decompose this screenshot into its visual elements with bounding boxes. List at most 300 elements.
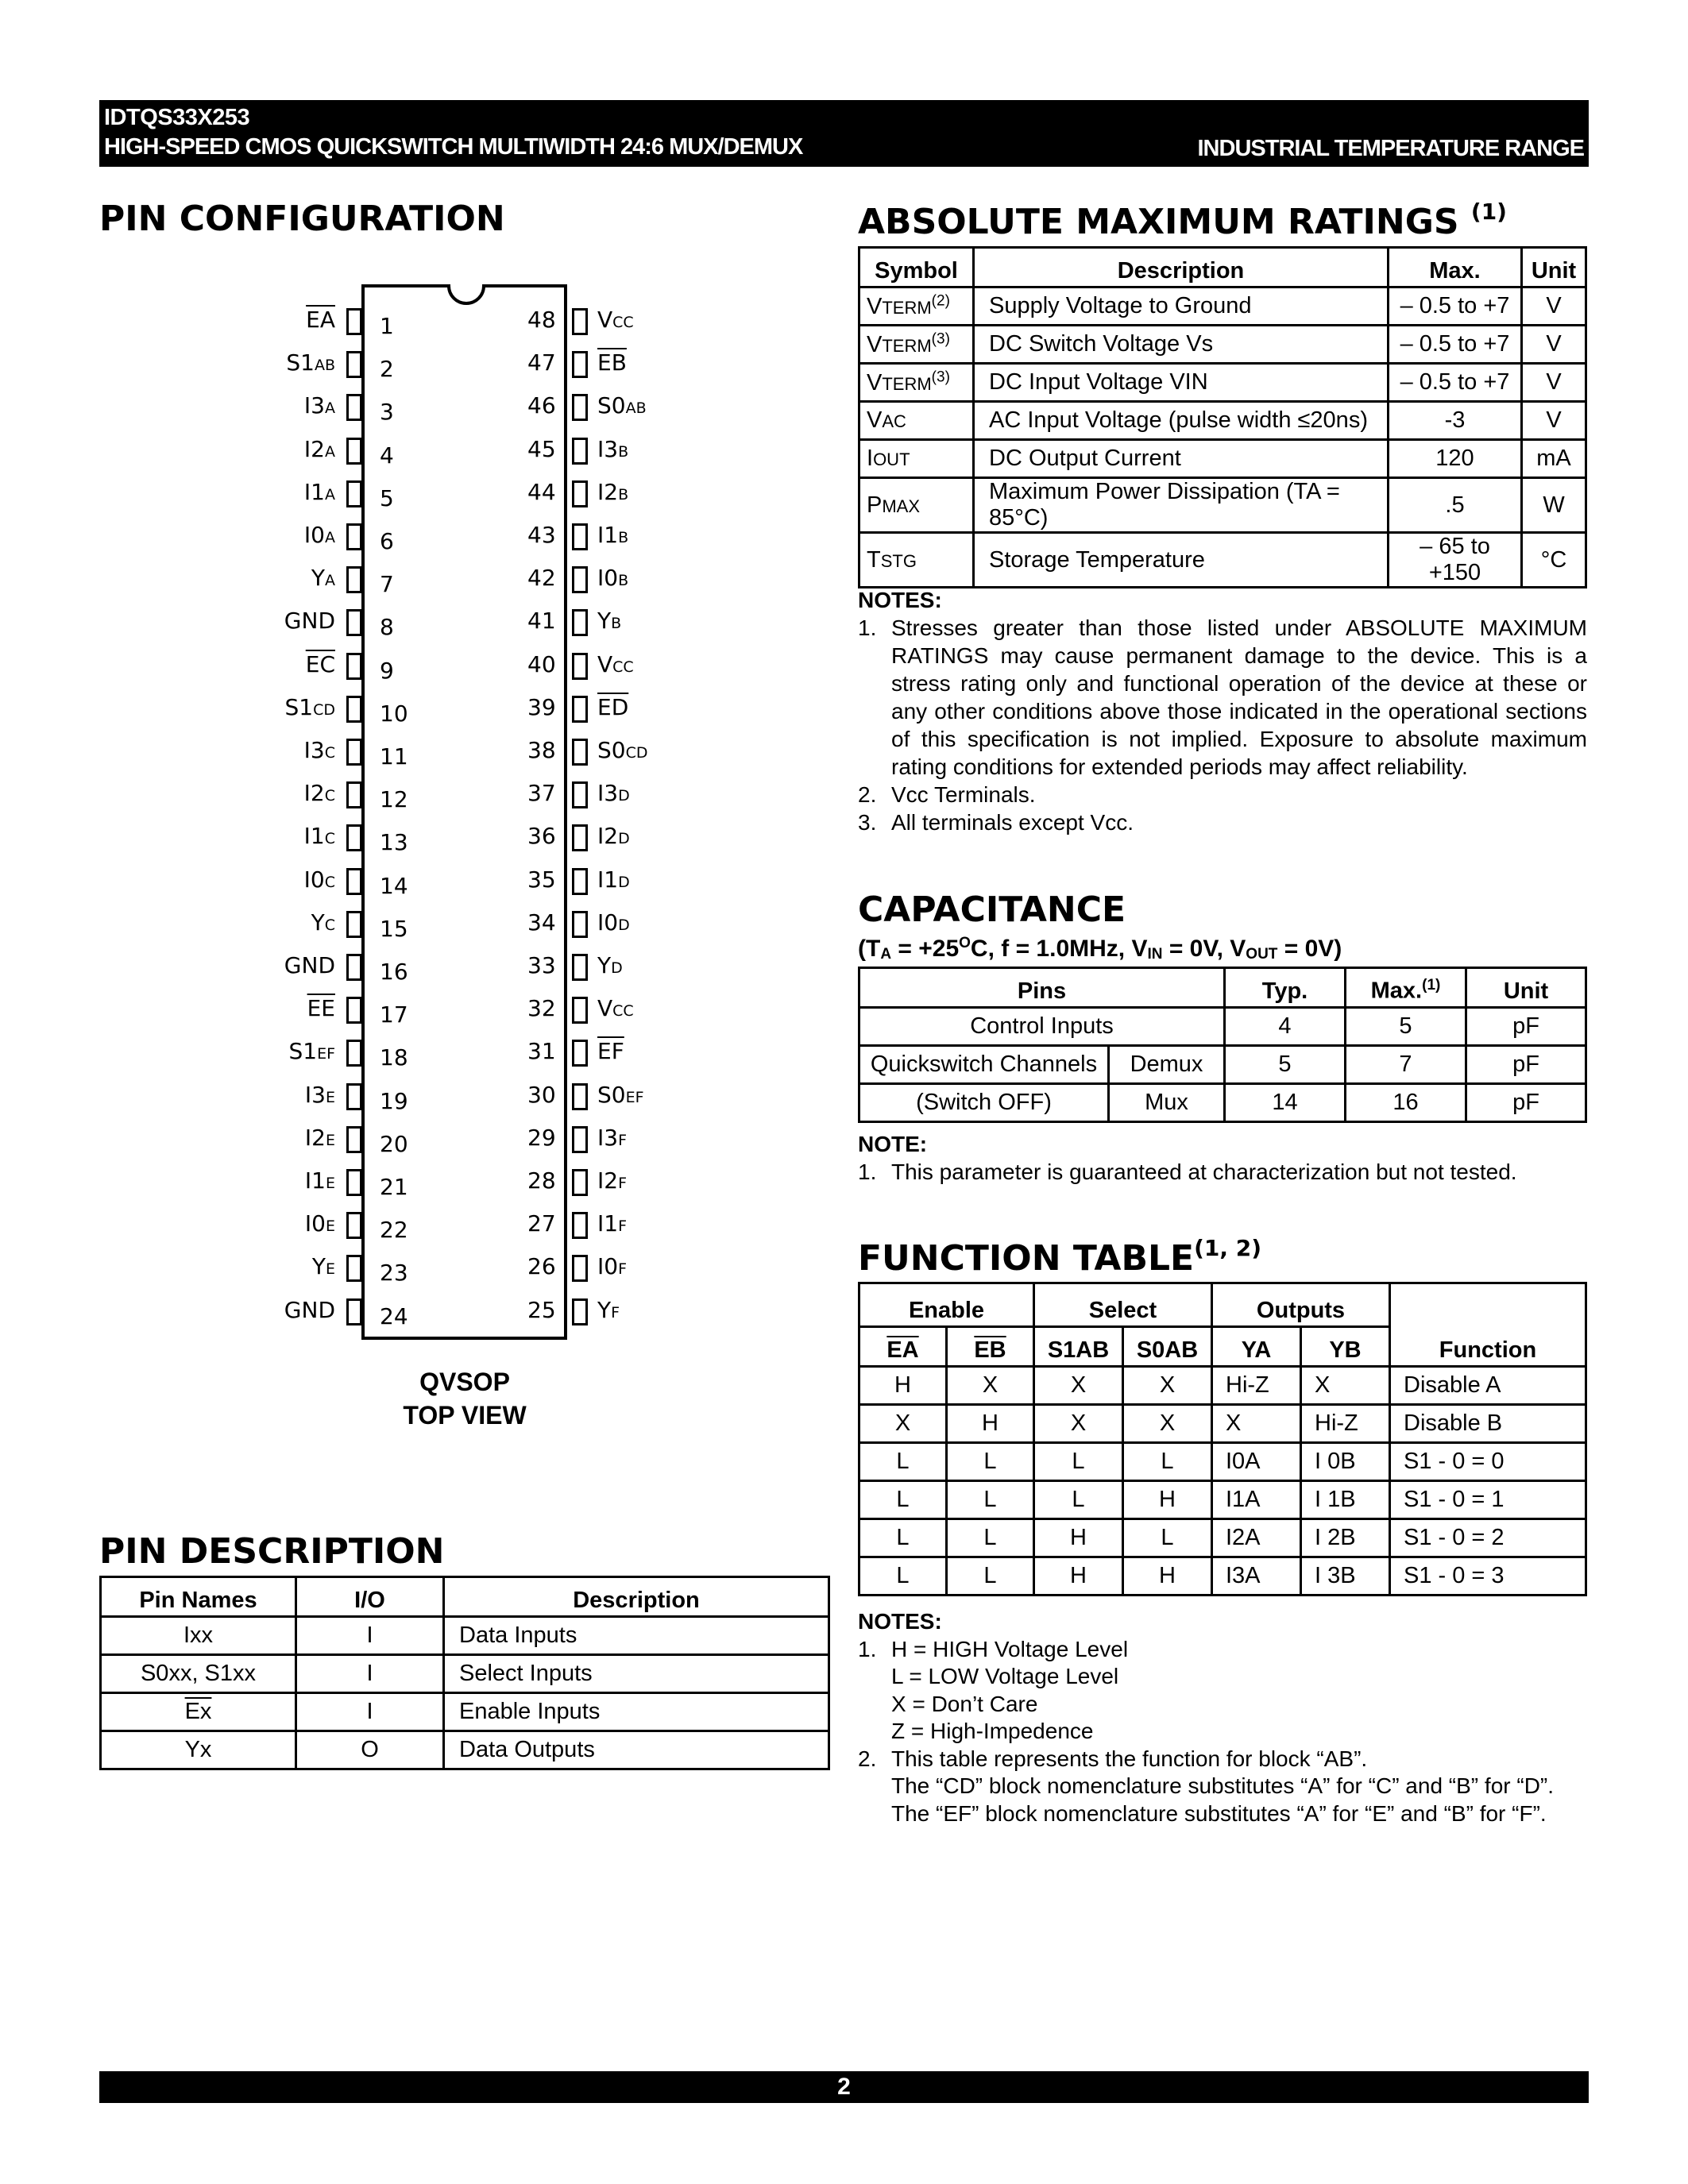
right-pin-label bbox=[597, 608, 621, 634]
pin-subscript: B bbox=[611, 615, 622, 633]
pin-subscript: CC bbox=[612, 658, 634, 676]
pin-name: I0 bbox=[597, 1253, 619, 1280]
note-line: X = Don’t Care bbox=[891, 1691, 1038, 1716]
unit: mA bbox=[1522, 440, 1586, 478]
pin-name: Yx bbox=[101, 1731, 296, 1769]
note-item bbox=[858, 614, 1587, 781]
right-pin-label bbox=[597, 565, 628, 591]
right-pin-label bbox=[597, 780, 630, 806]
left-pin-label bbox=[176, 1125, 335, 1151]
pin-number: 9 bbox=[380, 657, 394, 684]
yb-value: I 2B bbox=[1301, 1519, 1390, 1557]
pin-number: 35 bbox=[527, 866, 556, 893]
left-pin-label bbox=[176, 392, 335, 419]
note-item bbox=[858, 781, 1587, 808]
description: DC Switch Voltage Vs bbox=[974, 326, 1389, 364]
table-row bbox=[101, 1617, 829, 1655]
table-row bbox=[859, 1557, 1586, 1596]
col-header: Pins bbox=[859, 968, 1225, 1008]
pin-pad bbox=[572, 1255, 588, 1282]
left-pin-label bbox=[176, 479, 335, 505]
description: AC Input Voltage (pulse width ≤20ns) bbox=[974, 402, 1389, 440]
pin-name: S1 bbox=[286, 349, 315, 376]
pin-subscript: CC bbox=[612, 314, 634, 331]
pin-description: Enable Inputs bbox=[444, 1693, 829, 1731]
group-header: Enable bbox=[859, 1283, 1034, 1327]
pin-name: I0 bbox=[303, 866, 325, 893]
pin-name: GND bbox=[284, 1296, 335, 1323]
pin-name: I3 bbox=[303, 737, 325, 763]
table-group-row bbox=[859, 1283, 1586, 1327]
group-header: Select bbox=[1034, 1283, 1212, 1327]
pin-pad bbox=[346, 480, 362, 507]
pin-name: I1 bbox=[304, 1167, 326, 1194]
ya-value: I1A bbox=[1212, 1481, 1301, 1519]
s1-value: H bbox=[1034, 1519, 1123, 1557]
pin-name: Y bbox=[597, 952, 612, 978]
notes-title: NOTES: bbox=[858, 1609, 942, 1634]
symbol: VTERM$^{(3)}$ bbox=[867, 330, 950, 357]
pin-subscript: D bbox=[618, 916, 630, 934]
pin-pad bbox=[346, 523, 362, 550]
pin-subscript: A bbox=[325, 485, 335, 504]
note-line: The “CD” block nomenclature substitutes “A” for “C” and “B” for “D”. bbox=[891, 1773, 1555, 1798]
pin-pad bbox=[572, 1083, 588, 1110]
note-line: The “EF” block nomenclature substitutes “A” for “E” and “B” for “F”. bbox=[891, 1800, 1547, 1826]
pin-number: 10 bbox=[380, 700, 408, 727]
col-header: Typ. bbox=[1225, 968, 1346, 1008]
s0-value: X bbox=[1123, 1367, 1212, 1405]
pin-name: $\overline{Ex}$ bbox=[101, 1693, 296, 1731]
unit: V bbox=[1522, 402, 1586, 440]
pin-number: 39 bbox=[527, 693, 556, 720]
s0-value: H bbox=[1123, 1481, 1212, 1519]
pin-subscript: A bbox=[325, 442, 335, 461]
notes-title: NOTE: bbox=[858, 1132, 928, 1156]
pin-pad bbox=[572, 911, 588, 938]
yb-value: X bbox=[1301, 1367, 1390, 1405]
left-pin-label bbox=[176, 522, 335, 548]
function-value: S1 - 0 = 3 bbox=[1390, 1557, 1586, 1596]
cap-unit: pF bbox=[1466, 1046, 1586, 1084]
yb-value: I 1B bbox=[1301, 1481, 1390, 1519]
cap-unit: pF bbox=[1466, 1008, 1586, 1046]
pin-name: $\overline{EE}$ bbox=[307, 995, 335, 1022]
note-item bbox=[858, 1158, 1587, 1186]
pin-pad bbox=[572, 1040, 588, 1067]
pin-name: Y bbox=[311, 1253, 326, 1280]
pin-pad bbox=[346, 1255, 362, 1282]
pin-number: 42 bbox=[527, 565, 556, 592]
capacitance-table bbox=[858, 967, 1587, 1123]
ya-value: X bbox=[1212, 1405, 1301, 1443]
pin-name: V bbox=[597, 650, 613, 677]
package-name: QVSOP bbox=[419, 1368, 510, 1396]
table-row bbox=[859, 1367, 1586, 1405]
col-header-note: (1) bbox=[1422, 977, 1441, 994]
right-pin-label bbox=[597, 823, 630, 849]
right-pin-label bbox=[597, 1038, 624, 1064]
pin-subscript: CD bbox=[313, 700, 335, 719]
left-pin-label bbox=[176, 1297, 335, 1323]
pin-number: 21 bbox=[380, 1174, 408, 1200]
note-line: H = HIGH Voltage Level bbox=[891, 1636, 1129, 1661]
symbol-cell bbox=[859, 402, 974, 440]
col-header: $\overline{EB}$ bbox=[947, 1327, 1034, 1367]
pin-name: Y bbox=[311, 565, 325, 592]
table-row bbox=[859, 287, 1586, 326]
pin-number: 19 bbox=[380, 1087, 408, 1114]
symbol-cell bbox=[859, 478, 974, 533]
description: DC Output Current bbox=[974, 440, 1389, 478]
table-row bbox=[859, 402, 1586, 440]
pin-number: 41 bbox=[527, 608, 556, 635]
pin-pad bbox=[346, 566, 362, 593]
pin-name: GND bbox=[284, 952, 335, 978]
pin-name: S0 bbox=[597, 1081, 626, 1108]
pin-number: 8 bbox=[380, 614, 394, 641]
notes-title: NOTES: bbox=[858, 588, 942, 612]
capacitance-notes bbox=[858, 1130, 1587, 1186]
pin-subscript: E bbox=[325, 1088, 335, 1106]
pin-name: V bbox=[597, 307, 613, 333]
pin-number: 15 bbox=[380, 915, 408, 942]
pin-name: I2 bbox=[597, 823, 619, 850]
ea-value: L bbox=[859, 1557, 947, 1596]
table-header-row bbox=[101, 1577, 829, 1617]
col-header: Function bbox=[1390, 1283, 1586, 1367]
symbol: VAC bbox=[867, 407, 906, 433]
table-row bbox=[859, 1046, 1586, 1084]
function-table bbox=[858, 1282, 1587, 1596]
temperature-range: INDUSTRIAL TEMPERATURE RANGE bbox=[1197, 136, 1584, 161]
pin-number: 44 bbox=[527, 478, 556, 505]
right-pin-label bbox=[597, 1297, 620, 1323]
pin-number: 36 bbox=[527, 823, 556, 850]
pin-name: S0xx, S1xx bbox=[101, 1655, 296, 1693]
pin-number: 32 bbox=[527, 995, 556, 1022]
cap-max: 16 bbox=[1346, 1084, 1466, 1122]
pin-description: Select Inputs bbox=[444, 1655, 829, 1693]
yb-value: I 0B bbox=[1301, 1443, 1390, 1481]
function-value: Disable A bbox=[1390, 1367, 1586, 1405]
ea-value: H bbox=[859, 1367, 947, 1405]
note-line: L = LOW Voltage Level bbox=[891, 1664, 1119, 1688]
symbol-cell bbox=[859, 440, 974, 478]
note-number: 1. bbox=[858, 1160, 877, 1184]
pin-pad bbox=[572, 609, 588, 636]
table-header-row bbox=[859, 248, 1586, 287]
pin-subscript: B bbox=[618, 485, 629, 504]
note-number: 1. bbox=[858, 615, 877, 640]
abs-max-heading-note: (1) bbox=[1470, 199, 1507, 225]
pin-number: 38 bbox=[527, 737, 556, 763]
description: DC Input Voltage VIN bbox=[974, 364, 1389, 402]
right-pin-label bbox=[597, 1210, 627, 1237]
pin-pad bbox=[346, 824, 362, 851]
pin-number: 23 bbox=[380, 1260, 408, 1287]
pin-name: I3 bbox=[303, 392, 325, 419]
cap-max: 7 bbox=[1346, 1046, 1466, 1084]
pin-name: S1 bbox=[288, 1038, 318, 1065]
table-row bbox=[859, 326, 1586, 364]
pin-number: 13 bbox=[380, 829, 408, 856]
pin-number: 7 bbox=[380, 571, 394, 598]
symbol-cell bbox=[859, 364, 974, 402]
pin-name: I2 bbox=[304, 1124, 326, 1151]
right-pin-label bbox=[597, 909, 630, 936]
pin-subscript: CD bbox=[625, 744, 648, 762]
right-pin-label bbox=[597, 479, 628, 505]
pin-name: I2 bbox=[303, 435, 325, 462]
max-value: – 0.5 to +7 bbox=[1389, 364, 1522, 402]
s0-value: L bbox=[1123, 1443, 1212, 1481]
unit: V bbox=[1522, 326, 1586, 364]
pin-pad bbox=[572, 1126, 588, 1153]
pin-number: 40 bbox=[527, 650, 556, 677]
pin-subscript: C bbox=[324, 744, 335, 762]
pin-number: 29 bbox=[527, 1124, 556, 1151]
symbol: IOUT bbox=[867, 446, 910, 471]
col-header: YB bbox=[1301, 1327, 1390, 1367]
pin-name: I0 bbox=[597, 909, 619, 936]
ya-value: Hi-Z bbox=[1212, 1367, 1301, 1405]
pin-subscript: EF bbox=[625, 1088, 644, 1106]
right-pin-label bbox=[597, 737, 648, 763]
symbol: VTERM$^{(2)}$ bbox=[867, 292, 950, 319]
pin-pad bbox=[572, 480, 588, 507]
left-pin-label bbox=[176, 349, 335, 376]
pin-name: $\overline{EF}$ bbox=[597, 1038, 624, 1065]
pin-number: 4 bbox=[380, 442, 394, 469]
symbol: PMAX bbox=[867, 492, 921, 518]
table-row bbox=[859, 364, 1586, 402]
pin-pad bbox=[346, 1298, 362, 1325]
eb-value: L bbox=[947, 1443, 1034, 1481]
pin-name: S0 bbox=[597, 737, 626, 763]
pin-pad bbox=[346, 351, 362, 378]
max-value: .5 bbox=[1389, 478, 1522, 533]
table-row bbox=[101, 1731, 829, 1769]
pin-subscript: C bbox=[324, 873, 335, 891]
eb-value: L bbox=[947, 1481, 1034, 1519]
pin-name: $\overline{EC}$ bbox=[305, 650, 335, 677]
left-pin-label bbox=[176, 866, 335, 893]
col-header: Description bbox=[444, 1577, 829, 1617]
pin-number: 27 bbox=[527, 1210, 556, 1237]
note-text bbox=[891, 1636, 1587, 1746]
max-value: -3 bbox=[1389, 402, 1522, 440]
unit: W bbox=[1522, 478, 1586, 533]
note-item bbox=[858, 1636, 1587, 1746]
table-row bbox=[859, 1405, 1586, 1443]
left-pin-label bbox=[176, 436, 335, 462]
table-row bbox=[859, 440, 1586, 478]
pin-number: 33 bbox=[527, 952, 556, 978]
pin-subscript: E bbox=[325, 1131, 335, 1149]
pin-pad bbox=[346, 609, 362, 636]
pin-pad bbox=[572, 997, 588, 1024]
pin-name: I2 bbox=[597, 478, 619, 505]
function-value: S1 - 0 = 1 bbox=[1390, 1481, 1586, 1519]
pin-pad bbox=[346, 911, 362, 938]
pin-number: 24 bbox=[380, 1302, 408, 1329]
right-pin-label bbox=[597, 1253, 627, 1279]
s1-value: L bbox=[1034, 1443, 1123, 1481]
pin-number: 45 bbox=[527, 435, 556, 462]
s0-value: H bbox=[1123, 1557, 1212, 1596]
note-line: This table represents the function for block “AB”. bbox=[891, 1746, 1368, 1771]
pin-subscript: F bbox=[618, 1131, 628, 1149]
pin-number: 14 bbox=[380, 872, 408, 899]
table-row bbox=[859, 1084, 1586, 1122]
abs-max-heading bbox=[858, 199, 1507, 242]
pin-subscript: C bbox=[324, 830, 335, 848]
note-line: Z = High-Impedence bbox=[891, 1719, 1094, 1743]
pin-name: I1 bbox=[597, 866, 619, 893]
pin-pad bbox=[572, 523, 588, 550]
pin-number: 17 bbox=[380, 1001, 408, 1028]
pin-pad bbox=[572, 954, 588, 981]
pin-number: 30 bbox=[527, 1081, 556, 1108]
pin-number: 47 bbox=[527, 349, 556, 376]
pin-pad bbox=[346, 868, 362, 895]
note-text: Vcc Terminals. bbox=[891, 782, 1036, 807]
max-value: – 65 to +150 bbox=[1389, 533, 1522, 588]
table-row bbox=[859, 1008, 1586, 1046]
eb-value: L bbox=[947, 1557, 1034, 1596]
unit: V bbox=[1522, 287, 1586, 326]
pin-pad bbox=[572, 351, 588, 378]
ya-value: I3A bbox=[1212, 1557, 1301, 1596]
left-pin-label bbox=[176, 1253, 335, 1279]
right-pin-label bbox=[597, 349, 627, 376]
ea-value: X bbox=[859, 1405, 947, 1443]
right-pin-label bbox=[597, 392, 647, 419]
pin-io: I bbox=[296, 1617, 444, 1655]
pin-pad bbox=[572, 781, 588, 808]
note-number: 2. bbox=[858, 1746, 877, 1771]
table-row bbox=[859, 1443, 1586, 1481]
function-value: Disable B bbox=[1390, 1405, 1586, 1443]
page-footer bbox=[99, 2071, 1589, 2103]
pin-subscript: B bbox=[618, 529, 629, 546]
left-pin-label bbox=[176, 1210, 335, 1237]
col-header: Unit bbox=[1522, 248, 1586, 287]
right-pin-label bbox=[597, 1082, 644, 1108]
pin-number: 6 bbox=[380, 528, 394, 554]
cap-typ: 14 bbox=[1225, 1084, 1346, 1122]
col-header bbox=[1346, 968, 1466, 1008]
pin-name: S1 bbox=[284, 693, 314, 720]
left-pin-label bbox=[176, 737, 335, 763]
note-text bbox=[891, 1746, 1587, 1828]
table-row bbox=[101, 1655, 829, 1693]
col-header: S1AB bbox=[1034, 1327, 1123, 1367]
pin-subscript: C bbox=[324, 787, 335, 805]
pin-name: Y bbox=[597, 608, 612, 635]
pin-pad bbox=[346, 1126, 362, 1153]
pin-subscript: D bbox=[618, 873, 630, 891]
cap-pins: (Switch OFF) bbox=[859, 1084, 1109, 1122]
note-text: Stresses greater than those listed under ABSOLUTE MAXIMUM RATINGS may cause permanent damage to the device. This is a stress rating only and functional operation of the device at these or any other conditions above those indicated in the operational sections of this specification is not implied. Exposure to absolute maximum rating conditions for extended periods may affect reliability. bbox=[891, 615, 1587, 779]
table-row bbox=[859, 1519, 1586, 1557]
pin-subscript: F bbox=[618, 1175, 628, 1192]
function-value: S1 - 0 = 0 bbox=[1390, 1443, 1586, 1481]
cap-typ: 5 bbox=[1225, 1046, 1346, 1084]
right-pin-label bbox=[597, 307, 634, 333]
yb-value: Hi-Z bbox=[1301, 1405, 1390, 1443]
pin-pad bbox=[346, 954, 362, 981]
s1-value: H bbox=[1034, 1557, 1123, 1596]
table-header-row bbox=[859, 968, 1586, 1008]
note-text: This parameter is guaranteed at characterization but not tested. bbox=[891, 1160, 1517, 1184]
right-pin-label bbox=[597, 694, 628, 720]
pin-pad bbox=[346, 394, 362, 421]
group-header: Outputs bbox=[1212, 1283, 1390, 1327]
pin-pad bbox=[572, 653, 588, 680]
symbol: TSTG bbox=[867, 546, 917, 573]
pin-number: 22 bbox=[380, 1217, 408, 1244]
pin-description: Data Outputs bbox=[444, 1731, 829, 1769]
yb-value: I 3B bbox=[1301, 1557, 1390, 1596]
pin-name: I3 bbox=[597, 1124, 619, 1151]
right-pin-label bbox=[597, 1167, 627, 1194]
cap-typ: 4 bbox=[1225, 1008, 1346, 1046]
pin-subscript: EF bbox=[317, 1045, 335, 1063]
page-number: 2 bbox=[837, 2074, 851, 2100]
pin-pad bbox=[346, 997, 362, 1024]
pin-subscript: CC bbox=[612, 1002, 634, 1021]
pin-number: 5 bbox=[380, 484, 394, 511]
note-item bbox=[858, 1746, 1587, 1828]
abs-max-title: ABSOLUTE MAXIMUM RATINGS bbox=[858, 202, 1459, 242]
right-pin-label bbox=[597, 995, 634, 1021]
col-header: Symbol bbox=[859, 248, 974, 287]
max-value: – 0.5 to +7 bbox=[1389, 287, 1522, 326]
col-header: $\overline{EA}$ bbox=[859, 1327, 947, 1367]
pin-name: I1 bbox=[597, 1210, 619, 1237]
col-header: YA bbox=[1212, 1327, 1301, 1367]
unit: V bbox=[1522, 364, 1586, 402]
symbol-cell bbox=[859, 287, 974, 326]
s1-value: L bbox=[1034, 1481, 1123, 1519]
left-pin-label bbox=[176, 651, 335, 677]
pin-number: 20 bbox=[380, 1130, 408, 1157]
pin-io: I bbox=[296, 1655, 444, 1693]
pin-number: 2 bbox=[380, 356, 394, 383]
col-header: I/O bbox=[296, 1577, 444, 1617]
pin-subscript: E bbox=[325, 1175, 335, 1192]
ea-value: L bbox=[859, 1519, 947, 1557]
abs-max-notes bbox=[858, 586, 1587, 836]
function-table-heading-note: (1, 2) bbox=[1194, 1235, 1262, 1261]
right-pin-label bbox=[597, 866, 630, 893]
pin-name: S0 bbox=[597, 392, 626, 419]
table-row bbox=[859, 1481, 1586, 1519]
left-pin-label bbox=[176, 307, 335, 333]
pin-number: 34 bbox=[527, 909, 556, 936]
right-pin-label bbox=[597, 522, 628, 548]
pin-pad bbox=[572, 1298, 588, 1325]
pin-subscript: A bbox=[325, 399, 335, 418]
col-header: Pin Names bbox=[101, 1577, 296, 1617]
pin-name: Y bbox=[311, 909, 325, 936]
pin-name: I0 bbox=[304, 1210, 326, 1237]
left-pin-label bbox=[176, 1082, 335, 1108]
pin-name: I2 bbox=[597, 1167, 619, 1194]
pin-pad bbox=[572, 868, 588, 895]
